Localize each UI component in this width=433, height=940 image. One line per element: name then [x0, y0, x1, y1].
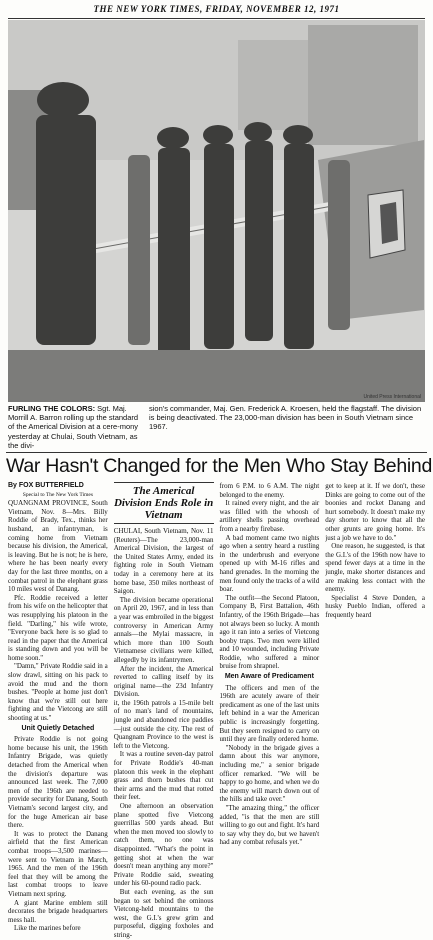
article-column-4 — [325, 482, 425, 940]
paragraph: from 6 P.M. to 6 A.M. The night belonged to the enemy. — [219, 482, 320, 499]
subhead: Unit Quietly Detached — [21, 724, 95, 732]
news-photo — [8, 20, 425, 402]
paragraph: "The amazing thing," the officer added, "is that the men are still willing to go out and fight. It's hard to say why they do, but we haven't had any combat refusals yet." — [219, 803, 320, 847]
caption-col-1 — [8, 404, 143, 450]
caption-col-2: sion's commander, Maj. Gen. Frederick A. Kroesen, held the flagstaff. The division is being deactivated. The 23,000-man division has been in South Vietnam since 1967. — [149, 404, 422, 432]
paragraph: get to keep at it. If we don't, these Dinks are going to come out of the boonies and rocket Danang and hurt somebody. It doesn't make my day shorter to know that all the other grunts are going home. It's just a job we have to do." — [325, 482, 425, 542]
paragraph: But each evening, as the sun began to set behind the ominous Vietcong-held mountains to the west, the G.I.'s grew grim and purposeful, digging foxholes and string- — [113, 887, 214, 939]
paragraph: Pfc. Roddie received a letter from his wife on the helicopter that was resupplying his platoon in the field. "Darling," his wife wrote, "Everyone back here is so glad to read in the paper that the Americal is standing down and you will be home soon." — [8, 593, 108, 662]
paragraph: "Nobody in the brigade gives a damn about this war anymore, including me," a senior brigade officer remarked. "We will be happy to go home, and when we do the enemy will march down out of the hills and take over." — [219, 743, 320, 804]
article-body — [8, 482, 425, 939]
photo-credit: United Press International — [363, 394, 421, 400]
paragraph: It was a routine seven-day patrol for Private Roddie's 40-man platoon this week in the elephant grass and thorn bushes that cut their arms and the mud that rotted their feet. — [113, 750, 214, 802]
byline: By FOX BUTTERFIELD — [8, 482, 84, 489]
masthead: THE NEW YORK TIMES, FRIDAY, NOVEMBER 12, 1971 — [8, 4, 425, 19]
paragraph: Like the marines before — [14, 924, 81, 933]
paragraph: it, the 196th patrols a 15-mile belt of no man's land of mountains, jungle and abandoned rice paddies—just outside the city. The rest of Quangnam Province to the west is left to the Vietcong. — [113, 698, 214, 750]
paragraph: Specialist 4 Steve Donden, a husky Pueblo Indian, offered a frequently heard — [325, 593, 425, 619]
paragraph: Private Roddie is not going home because his unit, the 196th Infantry Brigade, was quietly detached from the Americal when the division's departure was announced last week. The 7,000 men of the 196th are needed to provide security for Danang, South Vietnam's second largest city, and for the huge American air base there. — [8, 735, 108, 830]
photo-illustration — [8, 20, 425, 402]
headline: War Hasn't Changed for the Men Who Stay Behind — [6, 452, 427, 481]
paragraph: It was to protect the Danang airfield that the first American combat troops—3,500 marines—were sent to Vietnam in March, 1965. And the men of the 196th feel that they will be among the last combat troops to leave Vietnam next spring. — [8, 829, 108, 898]
paragraph: CHULAI, South Vietnam, Nov. 11 (Reuters)—The 23,000-man Americal Division, the largest of the United States Army, ended its fighting role in South Vietnam today in a ceremony here at its home base, 350 miles northeast of Saigon. — [113, 527, 214, 596]
paragraph: One afternoon an observation plane spotted five Vietcong guerrillas 500 yards ahead. But when the men moved too slowly to catch them, no one was disappointed. "What's the point in getting shot at when the war doesn't mean anything any more?" Private Roddie said, sweating under his 60-pound radio pack. — [113, 802, 214, 888]
paragraph: "Damn," Private Roddie said in a slow drawl, sitting on his pack to avoid the mud and the thorn bushes. "People at home just don't know that we're still out here fighting and the Vietcong are still shooting at us." — [8, 662, 108, 723]
paragraph: QUANGNAM PROVINCE, South Vietnam, Nov. 8—Mrs. Billy Roddie of Brady, Tex., thinks her husband, an infantryman, is coming home from Vietnam because his division, the Americal, is leaving. But he is not; he is here, where he has been nearly every day for the last three months, on a combat patrol in the elephant grass 10 miles west of Danang. — [8, 499, 108, 594]
special-note: Special to The New York Times — [22, 491, 93, 498]
caption-lead: FURLING THE COLORS: — [8, 404, 96, 413]
subhead: Men Aware of Predicament — [224, 673, 314, 681]
article-column-2 — [114, 482, 214, 940]
paragraph: It rained every night, and the air was filled with the whoosh of artillery shells passing overhead from a nearby firebase. — [219, 499, 320, 533]
paragraph: One reason, he suggested, is that the G.I.'s of the 196th now have to spend fewer days at a time in the jungle, make shorter distances and are making less contact with the enemy. — [325, 542, 425, 594]
photo-caption — [8, 404, 425, 450]
sidebar-headline: The Americal Division Ends Role in Vietnam — [114, 482, 214, 524]
paragraph: The outfit—the Second Platoon, Company B, First Battalion, 46th Infantry, of the 196th Brigade—has not always been so lucky. A month ago it ran into a series of Vietcong booby traps. Two men were killed and 10 wounded, including Private Roddie, who suffered a minor bruise from shrapnel. — [219, 593, 320, 671]
paragraph: The officers and men of the 196th are acutely aware of their predicament as one of the last units left behind in a war the American public is increasingly forgetting. But they seem resigned to carry on until they are finally ordered home. — [219, 683, 320, 744]
article-column-1 — [8, 482, 108, 940]
paragraph: A bad moment came two nights ago when a sentry heard a rustling in the underbrush and everyone opened up with M-16 rifles and hand grenades. In the morning the men found only the tracks of a wild boar. — [219, 533, 320, 594]
caption-text-1: Sgt. Maj. Morrill A. Barron rolling up the standard of the Americal Division at a cere-mony yesterday at Chulai, South Vietnam, as the divi- — [8, 404, 139, 450]
paragraph: The division became operational on April 20, 1967, and in less than a year was embroiled in the biggest controversy in American Army annals—the Mylai massacre, in which more than 100 South Vietnamese civilians were killed, allegedly by its infantrymen. — [113, 595, 214, 664]
paragraph: After the incident, the Americal reverted to calling itself by its original name—the 23d Infantry Division. — [113, 664, 214, 699]
article-column-3 — [220, 482, 320, 940]
paragraph: A giant Marine emblem still decorates the brigade headquarters mess hall. — [8, 898, 108, 924]
